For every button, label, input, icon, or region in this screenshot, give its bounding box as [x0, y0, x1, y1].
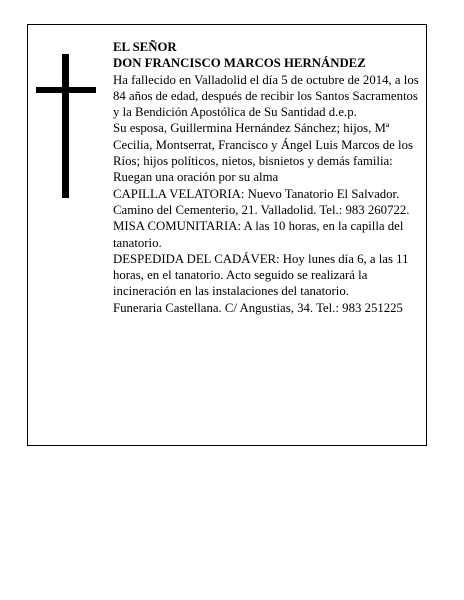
funeral-home-info: Funeraria Castellana. C/ Angustias, 34. Tel.: 983 251225	[113, 300, 403, 315]
death-announcement: Ha fallecido en Valladolid el día 5 de octubre de 2014, a los 84 años de edad, después de recibir los Santos Sacramentos y la Bendición Apostólica de Su Santidad d.e.p.	[113, 72, 419, 120]
prayer-request: Ruegan una oración por su alma	[113, 170, 279, 185]
mass-info: MISA COMUNITARIA: A las 10 horas, en la capilla del tanatorio.	[113, 219, 404, 250]
wake-chapel-info: CAPILLA VELATORIA: Nuevo Tanatorio El Salvador. Camino del Cementerio, 21. Valladolid. Tel.: 983 260722.	[113, 186, 410, 217]
obituary-text	[113, 39, 423, 316]
farewell-info: DESPEDIDA DEL CADÁVER: Hoy lunes día 6, a las 11 horas, en el tanatorio. Acto seguido se realizará la incineración en las instalaciones del tanatorio.	[113, 251, 409, 299]
deceased-name: DON FRANCISCO MARCOS HERNÁNDEZ	[113, 56, 366, 71]
cross-icon	[36, 54, 96, 198]
notice-heading-title: EL SEÑOR	[113, 40, 177, 54]
family-members: Su esposa, Guillermina Hernández Sánchez; hijos, Mª Cecilia, Montserrat, Francisco y Ángel Luis Marcos de los Ríos; hijos políticos, nietos, bisnietos y demás familia:	[113, 121, 413, 169]
